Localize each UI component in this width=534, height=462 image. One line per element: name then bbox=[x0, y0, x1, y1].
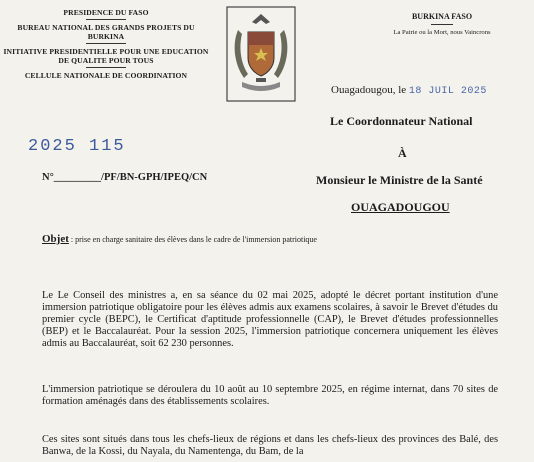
subject-text: : prise en charge sanitaire des élèves dans le cadre de l'immersion patriotique bbox=[68, 235, 317, 244]
bureau-line: BUREAU NATIONAL DES GRANDS PROJETS DU BURKINA bbox=[17, 23, 195, 41]
issuer-header bbox=[0, 8, 212, 80]
header-divider bbox=[86, 19, 126, 20]
country-name: BURKINA FASO bbox=[411, 12, 473, 21]
registration-stamp-number: 2025 115 bbox=[28, 137, 126, 156]
body-paragraph-1: Le Le Conseil des ministres a, en sa séance du 02 mai 2025, adopté le décret portant institution d'une immersion patriotique obligatoire pour les élèves admis aux examens scolaires, à savoir le Brevet d'études du premier cycle (BEPC), le Certificat d'aptitude professionnelle (CAP), le Brevet d'études professionnelles (BEP) et le Baccalauréat. Pour la session 2025, l'immersion patriotique concernera uniquement les élèves admis au Baccalauréat, soit 62 230 personnes. bbox=[42, 290, 498, 349]
body-paragraph-2: L'immersion patriotique se déroulera du 10 août au 10 septembre 2025, en régime internat, dans 70 sites de formation aménagés dans des établissements scolaires. bbox=[42, 384, 498, 407]
body-paragraph-3: Ces sites sont situés dans tous les chefs-lieux de régions et dans les chefs-lieux des provinces des Balé, des Banwa, de la Kossi, du Nayala, du Namentenga, du Bam, de la bbox=[42, 434, 498, 457]
subject-line bbox=[42, 234, 332, 245]
place-date bbox=[331, 84, 487, 97]
cellule-line: CELLULE NATIONALE DE COORDINATION bbox=[24, 71, 188, 80]
recipient-title: Monsieur le Ministre de la Santé bbox=[316, 173, 483, 187]
header-divider bbox=[431, 24, 453, 25]
reference-number: N°_________/PF/BN-GPH/IPEQ/CN bbox=[42, 172, 208, 183]
header-divider bbox=[86, 43, 126, 44]
place-label: Ouagadougou, le bbox=[331, 84, 407, 96]
date-stamp: 18 JUIL 2025 bbox=[408, 86, 487, 97]
country-header bbox=[350, 12, 534, 37]
presidence-line: PRESIDENCE DU FASO bbox=[63, 8, 149, 17]
header-divider bbox=[86, 67, 126, 68]
sender-title: Le Coordonnateur National bbox=[330, 114, 473, 128]
coat-of-arms-icon bbox=[226, 6, 296, 102]
subject-label: Objet bbox=[42, 233, 69, 245]
initiative-line: INITIATIVE PRESIDENTIELLE POUR UNE EDUCATION DE QUALITE POUR TOUS bbox=[3, 47, 209, 65]
national-motto: La Patrie ou la Mort, nous Vaincrons bbox=[393, 29, 491, 36]
recipient-city: OUAGADOUGOU bbox=[351, 200, 450, 214]
addressee-preposition: À bbox=[398, 146, 407, 160]
